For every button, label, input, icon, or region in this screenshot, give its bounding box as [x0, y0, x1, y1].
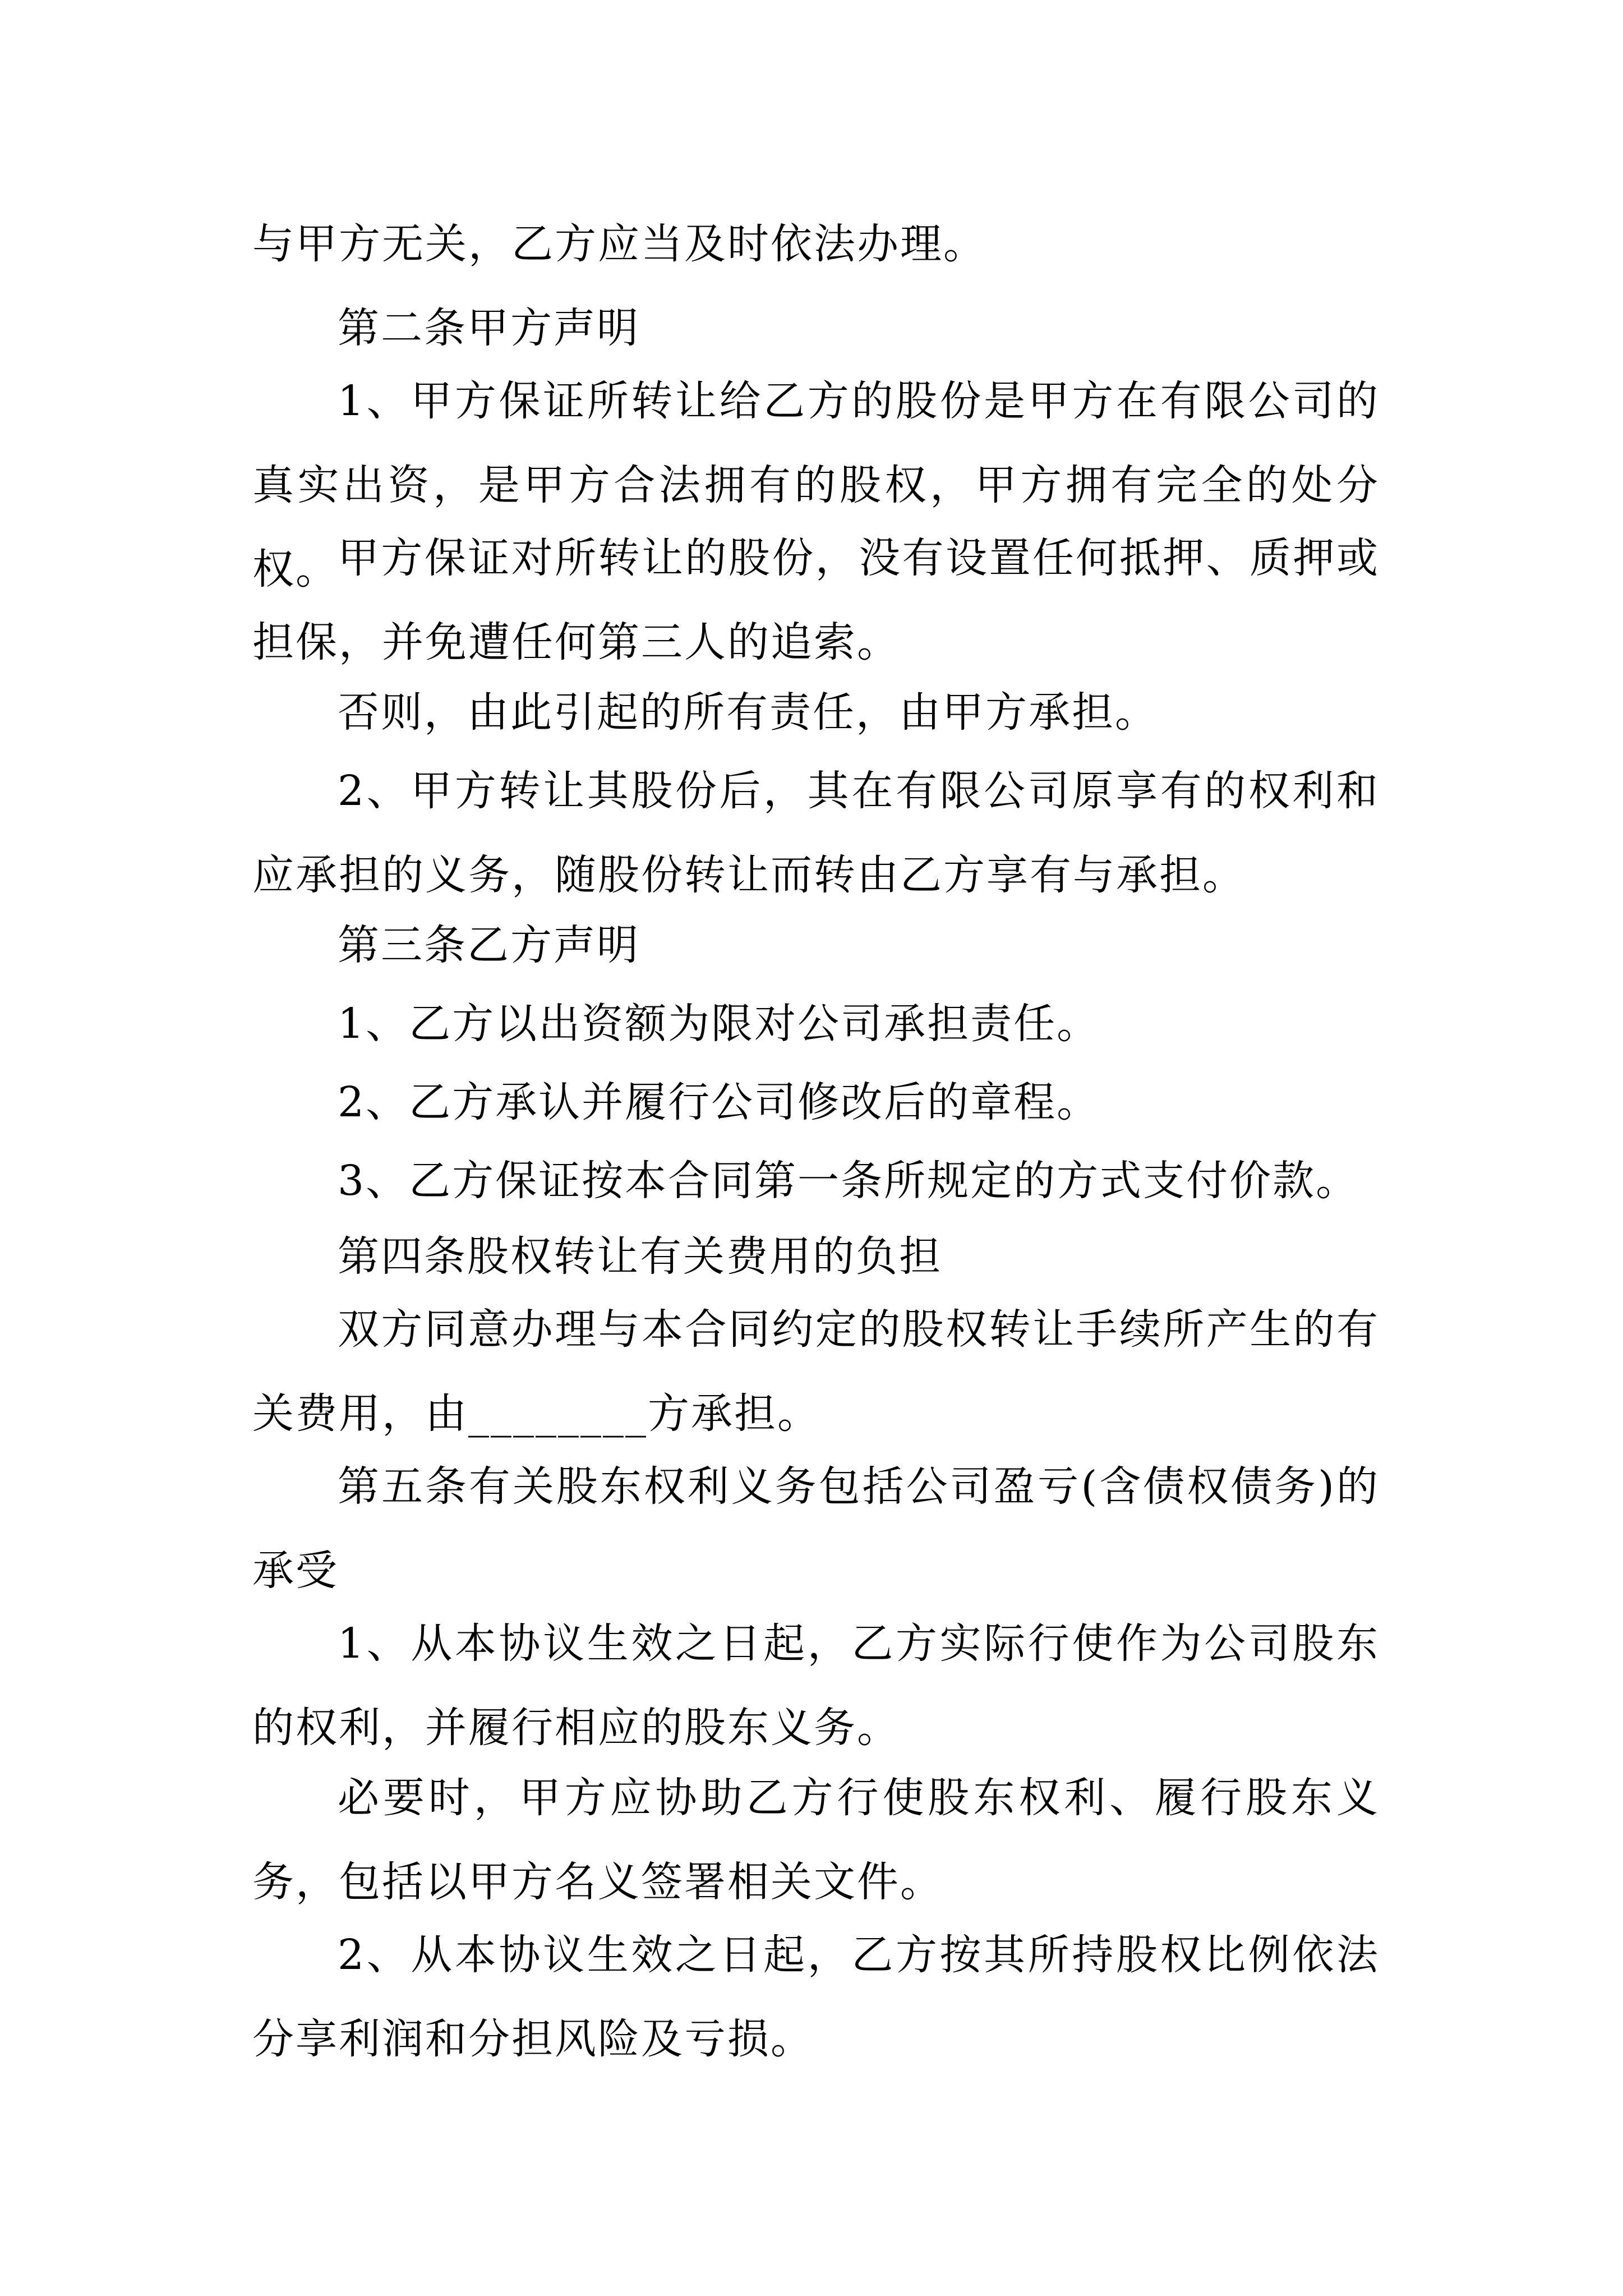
paragraph-article-5-assist: 必要时，甲方应协助乙方行使股东权利、履行股东义务，包括以甲方名义签署相关文件。 — [252, 1774, 1380, 1906]
paragraph-continuation: 与甲方无关，乙方应当及时依法办理。 — [252, 220, 986, 268]
paragraph-article-2-liability: 否则，由此引起的所有责任，由甲方承担。 — [338, 688, 1158, 737]
paragraph-article-3-item-3: 3、乙方保证按本合同第一条所规定的方式支付价款。 — [338, 1157, 1359, 1205]
paragraph-article-2-item-2: 2、甲方转让其股份后，其在有限公司原享有的权利和应承担的义务，随股份转让而转由乙方享有与承担。 — [252, 767, 1380, 899]
paragraph-article-4-body: 双方同意办理与本合同约定的股权转让手续所产生的有关费用，由________方承担。 — [252, 1305, 1380, 1438]
paragraph-article-3-item-2: 2、乙方承认并履行公司修改后的章程。 — [338, 1078, 1100, 1126]
paragraph-article-3-item-1: 1、乙方以出资额为限对公司承担责任。 — [338, 1000, 1100, 1048]
heading-article-5: 第五条有关股东权利义务包括公司盈亏(含债权债务)的承受 — [252, 1462, 1380, 1595]
heading-article-3: 第三条乙方声明 — [338, 921, 640, 969]
paragraph-article-2-item-1: 1、甲方保证所转让给乙方的股份是甲方在有限公司的真实出资，是甲方合法拥有的股权，甲方拥有完全的处分权。 — [252, 377, 1380, 593]
heading-article-4: 第四条股权转让有关费用的负担 — [338, 1232, 942, 1281]
paragraph-article-5-item-1: 1、从本协议生效之日起，乙方实际行使作为公司股东的权利，并履行相应的股东义务。 — [252, 1619, 1380, 1752]
paragraph-article-2-guarantee: 甲方保证对所转让的股份，没有设置任何抵押、质押或担保，并免遭任何第三人的追索。 — [252, 534, 1380, 666]
paragraph-article-5-item-2: 2、从本协议生效之日起，乙方按其所持股权比例依法分享利润和分担风险及亏损。 — [252, 1931, 1380, 2063]
heading-article-2: 第二条甲方声明 — [338, 304, 640, 352]
